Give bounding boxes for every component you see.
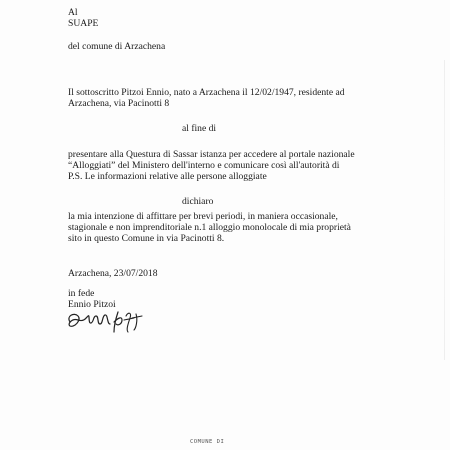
declaration-line-3: sito in questo Comune in via Pacinotti 8.: [68, 233, 225, 244]
declaration-heading: dichiaro: [182, 196, 214, 207]
purpose-line-3: P.S. Le informazioni relative alle persone alloggiate: [68, 171, 267, 182]
declaration-line-1: la mia intenzione di affittare per brevi periodi, in maniera occasionale,: [68, 211, 338, 222]
intro-line-1: Il sottoscritto Pitzoi Ennio, nato a Arzachena il 12/02/1947, residente ad: [68, 87, 345, 98]
scan-edge-shade: [444, 60, 445, 360]
recipient-line-al: Al: [68, 7, 78, 18]
stamp-text: COMUNE DI: [190, 439, 225, 445]
purpose-line-1: presentare alla Questura di Sassar istanza per accedere al portale nazionale: [68, 149, 355, 160]
handwritten-signature: [64, 306, 154, 334]
recipient-line-suape: SUAPE: [68, 18, 99, 29]
place-date: Arzachena, 23/07/2018: [68, 268, 158, 279]
declaration-line-2: stagionale e non imprenditoriale n.1 alloggio monolocale di mia proprietà: [68, 222, 351, 233]
purpose-line-2: “Alloggiati” del Ministero dell'interno e comunicare così all'autorità di: [68, 160, 340, 171]
intro-line-2: Arzachena, via Pacinotti 8: [68, 98, 170, 109]
purpose-heading: al fine di: [182, 123, 217, 134]
recipient-line-comune: del comune di Arzachena: [68, 41, 166, 52]
closing-name: Ennio Pitzoi: [68, 299, 116, 310]
closing-in-fede: in fede: [68, 288, 95, 299]
